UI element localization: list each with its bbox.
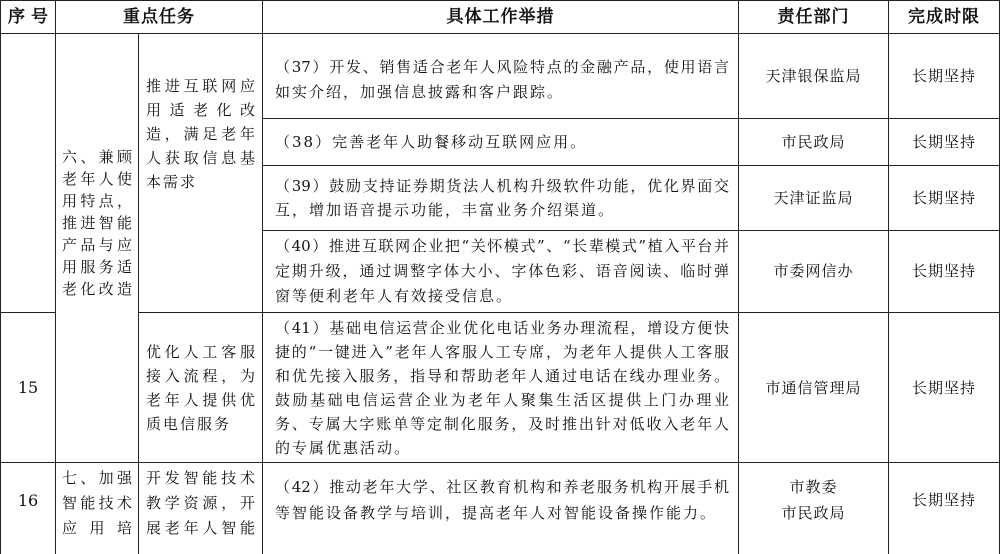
header-key-task-label: 重点任务 — [123, 7, 195, 27]
header-department — [738, 0, 889, 34]
measure-line: （37）开发、销售适合老年人风险特点的金融产品，使用语言 — [275, 58, 729, 76]
main-task-cell-6 — [55, 33, 139, 463]
deadline-cell-39 — [888, 165, 1000, 231]
main-task-cell-7 — [55, 462, 139, 554]
main-task-line: 老年人使 — [62, 170, 132, 188]
measure-line: 窗等便利老年人有效接受信息。 — [275, 287, 514, 305]
measure-line: （39）鼓励支持证券期货法人机构升级软件功能，优化界面交 — [275, 177, 729, 195]
measure-cell-40 — [262, 230, 739, 313]
deadline-value: 长期坚持 — [911, 262, 976, 280]
deadline-cell-40 — [888, 230, 1000, 313]
measure-line: （38）完善老年人助餐移动互联网应用。 — [275, 132, 588, 151]
header-seq-label: 序号 — [8, 7, 54, 27]
seq-cell-15 — [0, 312, 56, 463]
measure-cell-41 — [262, 312, 739, 463]
header-measure-label: 具体工作举措 — [446, 7, 555, 27]
department-name: 市通信管理局 — [765, 378, 862, 397]
measure-line: （40）推进互联网企业把“关怀模式”、“长辈模式”植入平台并 — [275, 237, 729, 255]
seq-number: 16 — [17, 490, 39, 510]
subtask-line: 开发智能技术 — [146, 469, 255, 487]
subtask-line: 老年人提供优 — [146, 390, 255, 409]
measure-line: 定期升级，通过调整字体大小、字体色彩、语音阅读、临时弹 — [275, 262, 729, 280]
measure-line: 如实介绍，加强信息披露和客户跟踪。 — [275, 83, 565, 101]
deadline-value: 长期坚持 — [911, 189, 976, 207]
subtask-cell-teaching-resources — [138, 462, 263, 554]
measure-line: （42）推动老年大学、社区教育机构和养老服务机构开展手机 — [275, 478, 729, 496]
subtask-line: 展老年人智能 — [146, 519, 255, 537]
main-task-line: 用服务适 — [62, 258, 132, 276]
header-deadline — [888, 0, 1000, 34]
department-cell-39 — [738, 165, 889, 231]
subtask-line: 推进互联网应 — [146, 77, 255, 95]
department-name: 市民政局 — [781, 132, 846, 151]
deadline-cell-41 — [888, 312, 1000, 463]
department-name: 天津银保监局 — [765, 66, 862, 85]
department-name: 市教委 — [789, 478, 838, 496]
department-cell-42 — [738, 462, 889, 554]
main-task-line: 七、加强 — [62, 469, 132, 487]
main-task-line: 应用培 — [62, 519, 132, 537]
subtask-line: 人获取信息基 — [146, 149, 255, 167]
department-cell-41 — [738, 312, 889, 463]
deadline-value: 长期坚持 — [911, 491, 976, 509]
measure-cell-42 — [262, 462, 739, 554]
measure-line: 等智能设备教学与培训，提高老年人对智能设备操作能力。 — [275, 504, 718, 522]
subtask-line: 用适老化改 — [146, 101, 255, 119]
header-measure — [262, 0, 739, 34]
deadline-cell-37 — [888, 33, 1000, 119]
subtask-line: 接入流程，为 — [146, 366, 255, 385]
main-task-line: 产品与应 — [62, 236, 132, 254]
main-task-line: 推进智能 — [62, 214, 132, 232]
main-task-line: 用特点， — [62, 192, 132, 210]
subtask-cell-customer-service — [138, 312, 263, 463]
header-seq — [0, 0, 56, 34]
header-department-label: 责任部门 — [777, 7, 850, 27]
main-task-line: 智能技术 — [62, 494, 132, 512]
deadline-value: 长期坚持 — [911, 132, 976, 151]
deadline-value: 长期坚持 — [911, 66, 976, 85]
header-deadline-label: 完成时限 — [908, 7, 980, 27]
subtask-cell-internet-apps — [138, 33, 263, 313]
measure-cell-37 — [262, 33, 739, 119]
measure-cell-39 — [262, 165, 739, 231]
department-name: 天津证监局 — [773, 189, 854, 207]
deadline-cell-42 — [888, 462, 1000, 554]
department-cell-37 — [738, 33, 889, 119]
measure-line: （41）基础电信运营企业优化电话业务办理流程，增设方便快 — [275, 318, 729, 337]
seq-number: 15 — [17, 378, 39, 397]
subtask-line: 教学资源，开 — [146, 494, 255, 512]
main-task-line: 六、兼顾 — [62, 148, 132, 166]
seq-cell-continued — [0, 33, 56, 313]
measure-line: 和优先接入服务，指导和帮助老年人通过电话在线办理业务。 — [275, 366, 729, 385]
header-key-task — [55, 0, 263, 34]
subtask-line: 造，满足老年 — [146, 125, 255, 143]
measure-line: 捷的“一键进入”老年人客服人工专席，为老年人提供人工客服 — [275, 342, 729, 361]
measure-line: 互，增加语音提示功能，丰富业务介绍渠道。 — [275, 201, 616, 219]
department-cell-40 — [738, 230, 889, 313]
measure-cell-38 — [262, 118, 739, 166]
measure-line: 务、专属大字账单等定制化服务，及时推出针对低收入老年人 — [275, 414, 729, 433]
subtask-line: 优化人工客服 — [146, 342, 255, 361]
subtask-line: 本需求 — [146, 173, 198, 191]
department-cell-38 — [738, 118, 889, 166]
seq-cell-16 — [0, 462, 56, 554]
main-task-line: 老化改造 — [62, 280, 132, 298]
measure-line: 的专属优惠活动。 — [275, 438, 412, 457]
department-name: 市委网信办 — [773, 262, 854, 280]
deadline-value: 长期坚持 — [911, 378, 976, 397]
department-name: 市民政局 — [781, 504, 846, 522]
subtask-line: 质电信服务 — [146, 414, 232, 433]
measure-line: 鼓励基础电信运营企业为老年人聚集生活区提供上门办理业 — [275, 390, 729, 409]
deadline-cell-38 — [888, 118, 1000, 166]
